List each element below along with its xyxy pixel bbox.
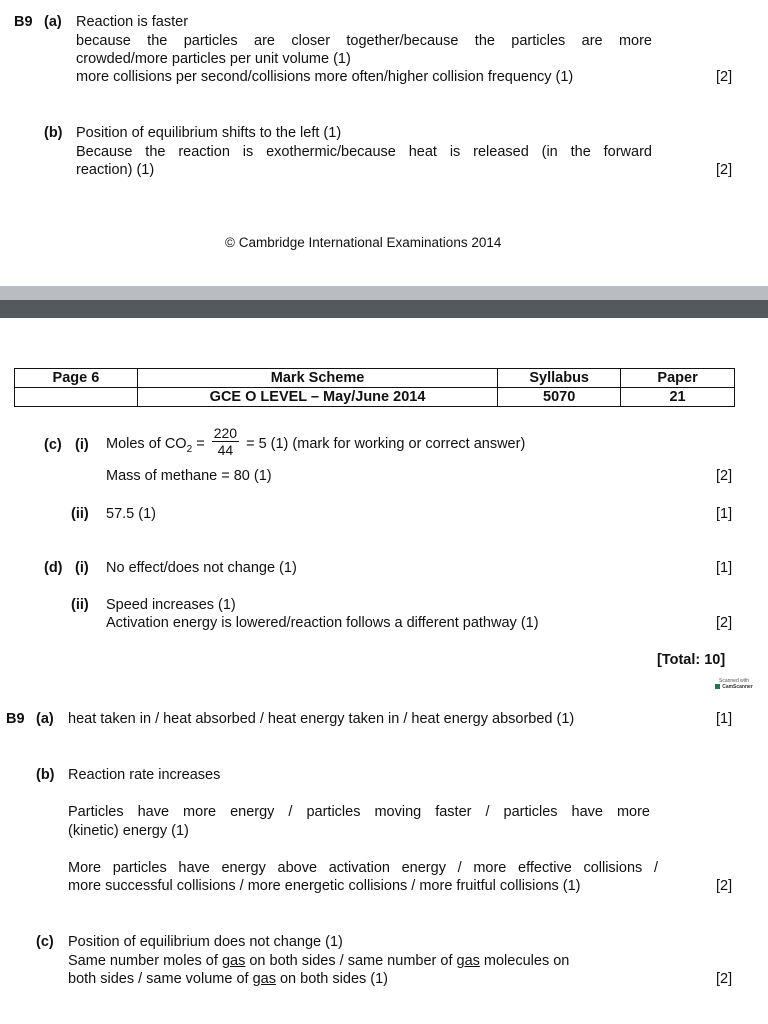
answer-line: Position of equilibrium does not change (1) xyxy=(68,934,343,950)
underlined-word: gas xyxy=(221,953,246,969)
part-label-b: (b) xyxy=(44,125,63,141)
underlined-word: gas xyxy=(456,953,480,969)
marks-label: [2] xyxy=(716,69,733,85)
equals-sign: = xyxy=(196,436,205,452)
marks-label: [1] xyxy=(716,506,733,522)
answer-line: Activation energy is lowered/reaction follows a different pathway (1) xyxy=(106,615,539,631)
question-number: B9 xyxy=(14,14,33,30)
marks-label: [2] xyxy=(716,615,733,631)
marks-label: [2] xyxy=(716,162,733,178)
header-cell-syllabus: Syllabus xyxy=(498,369,621,388)
answer-line: Mass of methane = 80 (1) xyxy=(106,468,272,484)
subscript: 2 xyxy=(186,443,193,455)
answer-line: Speed increases (1) xyxy=(106,597,236,613)
copyright-footer: © Cambridge International Examinations 2014 xyxy=(225,235,502,250)
marks-label: [1] xyxy=(716,560,733,576)
answer-line: No effect/does not change (1) xyxy=(106,560,297,576)
part-label-a: (a) xyxy=(44,14,62,30)
answer-line: Because the reaction is exothermic/because heat is released (in the forward xyxy=(76,144,652,160)
marks-label: [2] xyxy=(716,468,733,484)
marks-label: [2] xyxy=(716,878,733,894)
answer-line xyxy=(68,970,388,988)
marks-label: [1] xyxy=(716,711,733,727)
answer-line: because the particles are closer together/because the particles are more xyxy=(76,33,652,49)
fraction-denominator: 44 xyxy=(217,441,234,458)
answer-line: crowded/more particles per unit volume (1) xyxy=(76,51,351,67)
part-label-c: (c) xyxy=(36,934,54,950)
text-run: both sides / same volume of xyxy=(68,971,253,987)
total-marks: [Total: 10] xyxy=(657,652,726,668)
part-label-c: (c) xyxy=(44,437,62,453)
watermark-brand: CamScanner xyxy=(708,684,760,690)
header-cell-exam: GCE O LEVEL – May/June 2014 xyxy=(137,388,497,407)
text-run: molecules on xyxy=(479,953,570,969)
subpart-label-i: (i) xyxy=(75,437,89,453)
mark-scheme-header-table xyxy=(14,368,735,407)
answer-line: More particles have energy above activation energy / more effective collisions / xyxy=(68,860,658,876)
subpart-label-ii: (ii) xyxy=(71,506,89,522)
answer-line: Reaction is faster xyxy=(76,14,189,30)
header-cell-paper-number: 21 xyxy=(621,388,735,407)
answer-line: 57.5 (1) xyxy=(106,506,156,522)
header-cell-empty xyxy=(15,388,138,407)
part-label-b: (b) xyxy=(36,767,55,783)
text-run: on both sides (1) xyxy=(275,971,389,987)
part-label-a: (a) xyxy=(36,711,54,727)
fraction-numerator: 220 xyxy=(213,424,238,441)
answer-line: more collisions per second/collisions more often/higher collision frequency (1) xyxy=(76,69,574,85)
camscanner-watermark xyxy=(708,678,760,692)
page-separator-light xyxy=(0,286,768,300)
header-cell-paper: Paper xyxy=(621,369,735,388)
header-cell-syllabus-code: 5070 xyxy=(498,388,621,407)
answer-line: Particles have more energy / particles moving faster / particles have more xyxy=(68,804,650,820)
marks-label: [2] xyxy=(716,971,733,987)
question-number: B9 xyxy=(6,711,25,727)
equation-prefix: Moles of CO xyxy=(106,436,187,452)
watermark-line: Scanned with xyxy=(718,678,750,684)
part-label-d: (d) xyxy=(44,560,63,576)
text-run: Same number moles of xyxy=(68,953,222,969)
answer-line: (kinetic) energy (1) xyxy=(68,823,189,839)
answer-line: reaction) (1) xyxy=(76,162,155,178)
page-separator xyxy=(0,300,768,318)
answer-line: more successful collisions / more energetic collisions / more fruitful collisions (1) xyxy=(68,878,581,894)
answer-line: Position of equilibrium shifts to the left (1) xyxy=(76,125,342,141)
header-cell-page: Page 6 xyxy=(15,369,138,388)
underlined-word: gas xyxy=(252,971,276,987)
equation-suffix: = 5 (1) (mark for working or correct answer) xyxy=(246,436,526,452)
moles-equation xyxy=(106,426,525,468)
header-cell-mark-scheme: Mark Scheme xyxy=(137,369,497,388)
fraction xyxy=(212,425,239,458)
text-run: on both sides / same number of xyxy=(245,953,457,969)
subpart-label-i: (i) xyxy=(75,560,89,576)
answer-line: Reaction rate increases xyxy=(68,767,221,783)
answer-line: heat taken in / heat absorbed / heat energy taken in / heat energy absorbed (1) xyxy=(68,711,575,727)
subpart-label-ii: (ii) xyxy=(71,597,89,613)
answer-line xyxy=(68,952,569,970)
